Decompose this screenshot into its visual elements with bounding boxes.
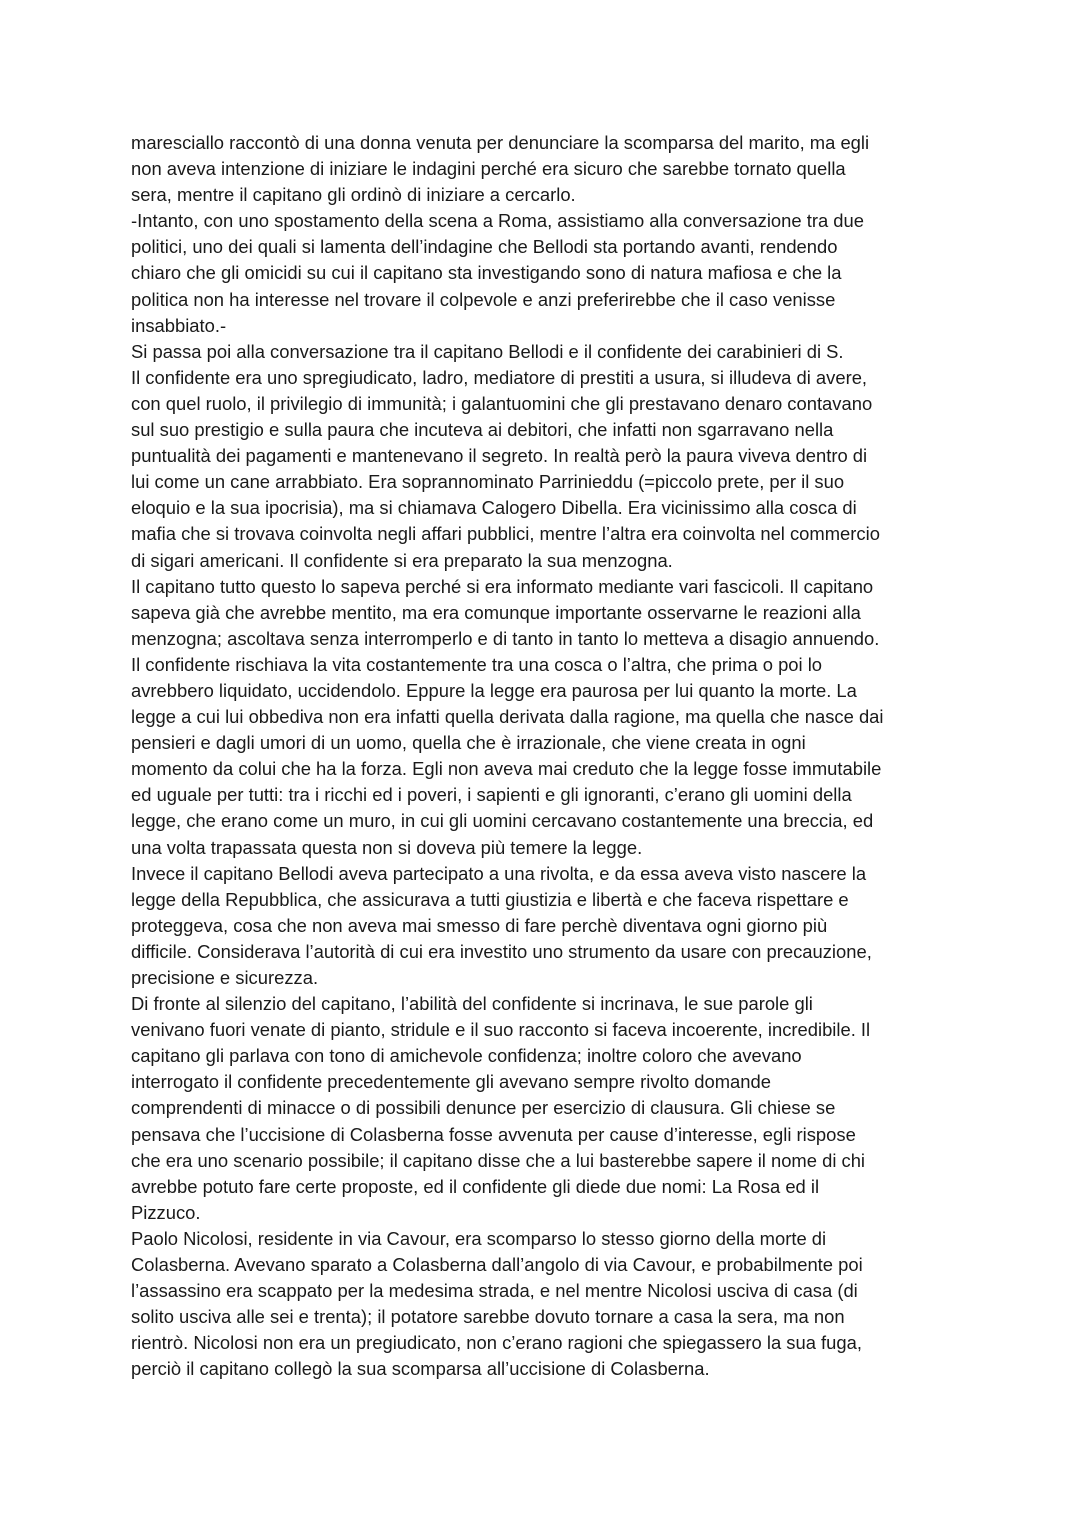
paragraph: Invece il capitano Bellodi aveva partecipato a una rivolta, e da essa aveva visto nascere la legge della Repubblica, che assicurava a tutti giustizia e libertà e che faceva rispettare e proteggeva, cosa che non aveva mai smesso di fare perchè diventava ogni giorno più difficile. Considerava l’autorità di cui era investito uno strumento da usare con precauzione, precisione e sicurezza. — [131, 862, 872, 988]
paragraph: Il capitano tutto questo lo sapeva perché si era informato mediante vari fascicoli. Il capitano sapeva già che avrebbe mentito, ma era comunque importante osservarne le reazioni alla menzogna; ascoltava senza interromperlo e di tanto in tanto lo metteva a disagio annuendo. — [131, 575, 880, 649]
paragraph: Si passa poi alla conversazione tra il capitano Bellodi e il confidente dei carabinieri di S. — [131, 340, 844, 362]
paragraph: Il confidente era uno spregiudicato, ladro, mediatore di prestiti a usura, si illudeva di avere, con quel ruolo, il privilegio di immunità; i galantuomini che gli prestavano denaro contavano sul suo prestigio e sulla paura che incuteva ai debitori, che infatti non sgarravano nella puntualità dei pagamenti e mantenevano il segreto. In realtà però la paura viveva dentro di lui come un cane arrabbiato. Era soprannominato Parrinieddu (=piccolo prete, per il suo eloquio e la sua ipocrisia), ma si chiamava Calogero Dibella. Era vicinissimo alla cosca di mafia che si trovava coinvolta negli affari pubblici, mentre l’altra era coinvolta nel commercio di sigari americani. Il confidente si era preparato la sua menzogna. — [131, 366, 880, 571]
paragraph: maresciallo raccontò di una donna venuta per denunciare la scomparsa del marito, ma egli non aveva intenzione di iniziare le indagini perché era sicuro che sarebbe tornato quella sera, mentre il capitano gli ordinò di iniziare a cercarlo. — [131, 132, 870, 206]
paragraph: Paolo Nicolosi, residente in via Cavour, era scomparso lo stesso giorno della morte di Colasberna. Avevano sparato a Colasberna dall’angolo di via Cavour, e probabilmente poi l’assassino era scappato per la medesima strada, e nel mentre Nicolosi usciva di casa (di solito usciva alle sei e trenta); il potatore sarebbe dovuto tornare a casa la sera, ma non rientrò. Nicolosi non era un pregiudicato, non c’erano ragioni che spiegassero la sua fuga, perciò il capitano collegò la sua scomparsa all’uccisione di Colasberna. — [131, 1227, 863, 1380]
paragraph: -Intanto, con uno spostamento della scena a Roma, assistiamo alla conversazione tra due politici, uno dei quali si lamenta dell’indagine che Bellodi sta portando avanti, rendendo chiaro che gli omicidi su cui il capitano sta investigando sono di natura mafiosa e che la politica non ha interesse nel trovare il colpevole e anzi preferirebbe che il caso venisse insabbiato.- — [131, 210, 864, 336]
document-body — [131, 130, 961, 1383]
paragraph: Il confidente rischiava la vita costantemente tra una cosca o l’altra, che prima o poi lo avrebbero liquidato, uccidendolo. Eppure la legge era paurosa per lui quanto la morte. La legge a cui lui obbediva non era infatti quella derivata dalla ragione, ma quella che nasce dai pensieri e dagli umori di un uomo, quella che è irrazionale, che viene creata in ogni momento da colui che ha la forza. Egli non aveva mai creduto che la legge fosse immutabile ed uguale per tutti: tra i ricchi ed i poveri, i sapienti e gli ignoranti, c’erano gli uomini della legge, che erano come un muro, in cui gli uomini cercavano costantemente una breccia, ed una volta trapassata questa non si doveva più temere la legge. — [131, 653, 884, 858]
paragraph: Di fronte al silenzio del capitano, l’abilità del confidente si incrinava, le sue parole gli venivano fuori venate di pianto, stridule e il suo racconto si faceva incoerente, incredibile. Il capitano gli parlava con tono di amichevole confidenza; inoltre coloro che avevano interrogato il confidente precedentemente gli avevano sempre rivolto domande comprendenti di minacce o di possibili denunce per esercizio di clausura. Gli chiese se pensava che l’uccisione di Colasberna fosse avvenuta per cause d’interesse, egli rispose che era uno scenario possibile; il capitano disse che a lui basterebbe sapere il nome di chi avrebbe potuto fare certe proposte, ed il confidente gli diede due nomi: La Rosa ed il Pizzuco. — [131, 993, 871, 1223]
